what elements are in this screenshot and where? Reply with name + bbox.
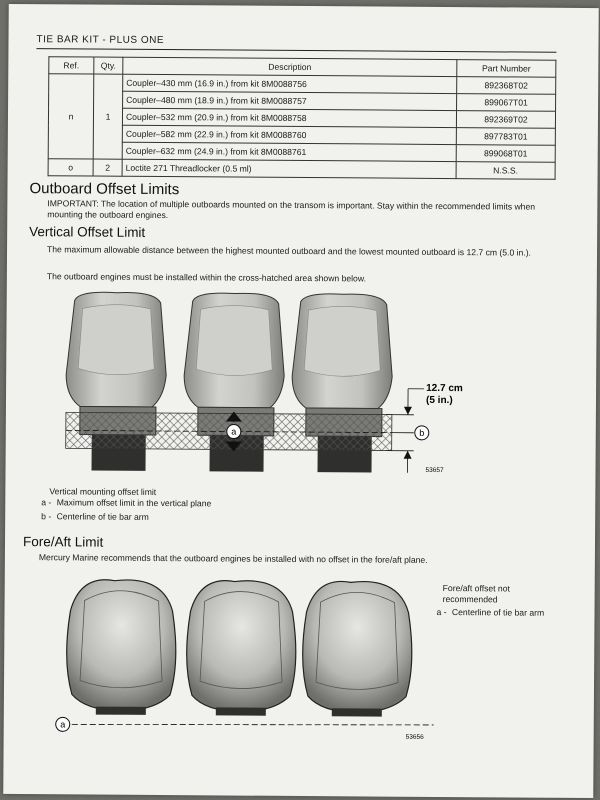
outboard-offset-heading: Outboard Offset Limits <box>29 180 180 199</box>
svg-text:12.7 cm: 12.7 cm <box>426 382 463 395</box>
fore-aft-figure <box>54 570 435 743</box>
manual-page <box>3 4 599 798</box>
svg-text:a: a <box>231 426 237 437</box>
part-number-cell: 897783T01 <box>456 128 555 146</box>
legend-text: Centerline of tie bar arm <box>56 511 149 522</box>
vertical-offset-heading: Vertical Offset Limit <box>29 224 146 240</box>
part-number-cell: N.S.S. <box>456 162 555 180</box>
legend-a <box>41 497 211 508</box>
kit-title: TIE BAR KIT - PLUS ONE <box>36 34 165 47</box>
part-number-cell: 892368T02 <box>457 77 556 95</box>
rear-view-engine-right <box>302 581 412 717</box>
legend-text: Maximum offset limit in the vertical plane <box>56 497 212 509</box>
description-cell: Coupler–582 mm (22.9 in.) from kit 8M0088760 <box>122 125 456 144</box>
ref-cell: o <box>48 159 93 176</box>
legend-b <box>41 511 149 522</box>
important-note: IMPORTANT: The location of multiple outboards mounted on the transom is important. Stay within the recommended limits when mounting the outboard engines. <box>47 198 536 221</box>
description-cell: Coupler–480 mm (18.9 in.) from kit 8M0088757 <box>123 91 457 110</box>
tie-bar-centerline <box>72 722 434 727</box>
part-number-cell: 899068T01 <box>456 145 555 163</box>
fore-aft-legend-a <box>436 607 556 618</box>
legend-key: b - <box>41 511 52 522</box>
header-rule <box>36 48 556 53</box>
figure-number: 53657 <box>425 466 444 474</box>
callout-b <box>392 426 429 440</box>
vertical-paragraph-1: The maximum allowable distance between the highest mounted outboard and the lowest mounted outboard is 12.7 cm (5.0 in.). <box>47 244 531 258</box>
table-row <box>48 159 555 180</box>
description-cell: Coupler–632 mm (24.9 in.) from kit 8M0088761 <box>122 142 456 161</box>
svg-text:a: a <box>60 719 66 730</box>
callout-a <box>56 717 70 731</box>
vertical-offset-figure <box>45 288 466 481</box>
qty-cell: 1 <box>93 74 123 159</box>
fore-aft-side-title: Fore/aft offset not recommended <box>442 582 510 605</box>
fore-aft-heading: Fore/Aft Limit <box>22 534 104 550</box>
svg-text:b: b <box>419 427 425 438</box>
legend-key: a - <box>41 497 52 508</box>
part-number-cell: 899067T01 <box>457 94 556 112</box>
ref-cell: n <box>48 74 94 159</box>
figure-caption-title: Vertical mounting offset limit <box>49 486 157 497</box>
description-cell: Coupler–430 mm (16.9 in.) from kit 8M0088756 <box>123 74 457 93</box>
qty-cell: 2 <box>93 159 122 176</box>
legend-key: a - <box>436 606 447 618</box>
col-part-number: Part Number <box>457 60 556 78</box>
col-description: Description <box>123 57 457 76</box>
svg-text:(5 in.): (5 in.) <box>425 394 453 407</box>
col-ref: Ref. <box>49 57 94 74</box>
fore-aft-paragraph: Mercury Marine recommends that the outboard engines be installed with no offset in the fore/aft plane. <box>38 552 428 565</box>
vertical-paragraph-2: The outboard engines must be installed within the cross-hatched area shown below. <box>46 271 367 284</box>
description-cell: Coupler–532 mm (20.9 in.) from kit 8M0088758 <box>122 108 456 127</box>
col-qty: Qty. <box>94 57 123 74</box>
figure-number: 53656 <box>405 733 424 741</box>
parts-table <box>48 56 557 180</box>
description-cell: Loctite 271 Threadlocker (0.5 ml) <box>122 159 456 178</box>
part-number-cell: 892369T02 <box>456 111 555 129</box>
rear-view-engine-left <box>66 580 176 716</box>
rear-view-engine-center <box>186 580 296 716</box>
legend-text: Centerline of tie bar arm <box>451 607 545 618</box>
